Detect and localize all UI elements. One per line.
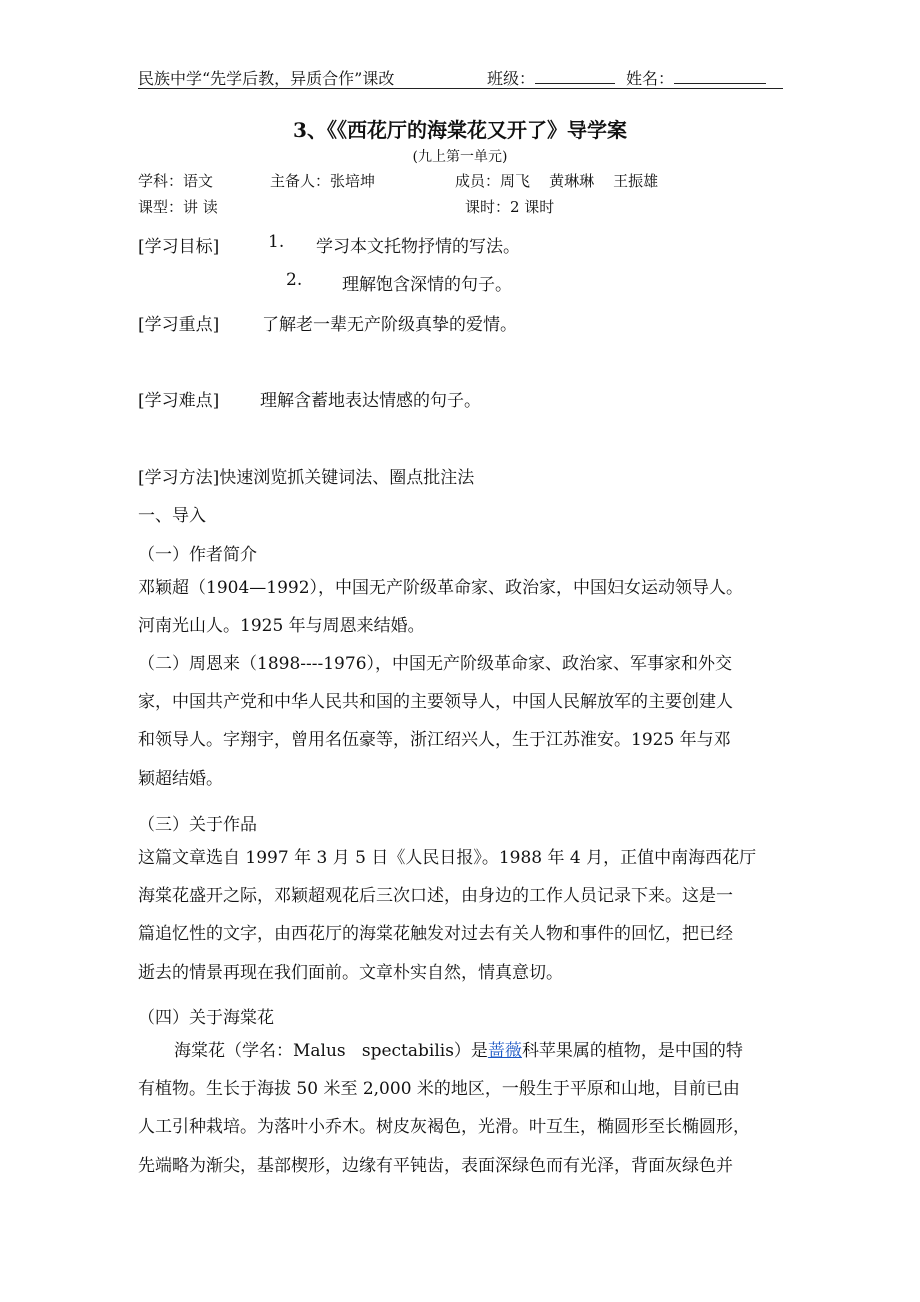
section-heading-intro: 一、导入	[138, 506, 206, 526]
crabapple-paragraph	[138, 1032, 785, 1185]
objective-1-text: 学习本文托物抒情的写法。	[316, 237, 520, 257]
meta-members: 成员：周飞 黄琳琳 王振雄	[455, 172, 659, 190]
subsection-crabapple-heading: （四）关于海棠花	[138, 1008, 274, 1028]
focus-text: 了解老一辈无产阶级真挚的爱情。	[262, 315, 517, 335]
objectives-label: [学习目标]	[138, 237, 220, 257]
paragraph-line: 先端略为渐尖，基部楔形，边缘有平钝齿，表面深绿色而有光泽，背面灰绿色并	[138, 1155, 733, 1176]
paragraph-line: 有植物。生长于海拔 50 米至 2,000 米的地区，一般生于平原和山地，目前已由	[138, 1079, 740, 1100]
meta-hours: 课时：2 课时	[465, 198, 555, 216]
class-field	[487, 66, 615, 89]
name-field	[626, 66, 766, 89]
header-divider	[138, 88, 783, 89]
paragraph-line: （二）周恩来（1898----1976），中国无产阶级革命家、政治家、军事家和外交	[138, 654, 733, 674]
method-line: [学习方法]快速浏览抓关键词法、圈点批注法	[138, 468, 475, 488]
objective-1-number: 1.	[268, 232, 285, 252]
paragraph-line: 河南光山人。1925 年与周恩来结婚。	[138, 616, 425, 637]
page-subtitle: (九上第一单元)	[412, 149, 508, 165]
paragraph-line	[138, 1032, 785, 1070]
subsection-work-heading: （三）关于作品	[138, 815, 257, 835]
line-text: 科苹果属的植物，是中国的特	[521, 1041, 743, 1061]
meta-lesson-type: 课型：讲 读	[138, 198, 218, 216]
name-label: 姓名：	[626, 69, 675, 88]
meta-preparer: 主备人：张培坤	[270, 172, 376, 190]
paragraph-line: 这篇文章选自 1997 年 3 月 5 日《人民日报》。1988 年 4 月，正值中南海西花厅	[138, 848, 757, 868]
class-blank[interactable]	[535, 69, 615, 84]
paragraph-line: 逝去的情景再现在我们面前。文章朴实自然，情真意切。	[138, 962, 563, 983]
paragraph-line: 篇追忆性的文字，由西花厅的海棠花触发对过去有关人物和事件的回忆，把已经	[138, 924, 733, 945]
objective-2-text: 理解饱含深情的句子。	[342, 275, 512, 295]
paragraph-line: 海棠花盛开之际，邓颖超观花后三次口述，由身边的工作人员记录下来。这是一	[138, 886, 733, 907]
paragraph-line: 颖超结婚。	[138, 768, 223, 789]
paragraph-line: 和领导人。字翔宇，曾用名伍豪等，浙江绍兴人，生于江苏淮安。1925 年与邓	[138, 730, 731, 751]
meta-subject: 学科：语文	[138, 172, 214, 190]
school-header: 民族中学“先学后教，异质合作”课改	[138, 69, 395, 88]
rosaceae-link[interactable]: 蔷薇	[487, 1041, 522, 1061]
name-blank[interactable]	[674, 69, 766, 84]
paragraph-line: 人工引种栽培。为落叶小乔木。树皮灰褐色，光滑。叶互生，椭圆形至长椭圆形，	[138, 1117, 750, 1138]
difficulty-text: 理解含蓄地表达情感的句子。	[260, 391, 481, 411]
paragraph-line: 家，中国共产党和中华人民共和国的主要领导人，中国人民解放军的主要创建人	[138, 692, 733, 713]
paragraph-line: 邓颖超（1904—1992），中国无产阶级革命家、政治家，中国妇女运动领导人。	[138, 578, 744, 598]
page-title: 3、《《西花厅的海棠花又开了》导学案	[293, 118, 627, 142]
focus-label: [学习重点]	[138, 315, 220, 335]
zhou-enlai-paragraph	[138, 645, 785, 798]
line-text: 海棠花（学名：Malus spectabilis）是	[174, 1041, 488, 1061]
objective-2-number: 2.	[286, 270, 303, 290]
difficulty-label: [学习难点]	[138, 391, 220, 411]
class-label: 班级：	[487, 69, 536, 88]
author-paragraph	[138, 569, 785, 645]
subsection-author-heading: （一）作者简介	[138, 545, 257, 565]
work-paragraph	[138, 839, 785, 992]
